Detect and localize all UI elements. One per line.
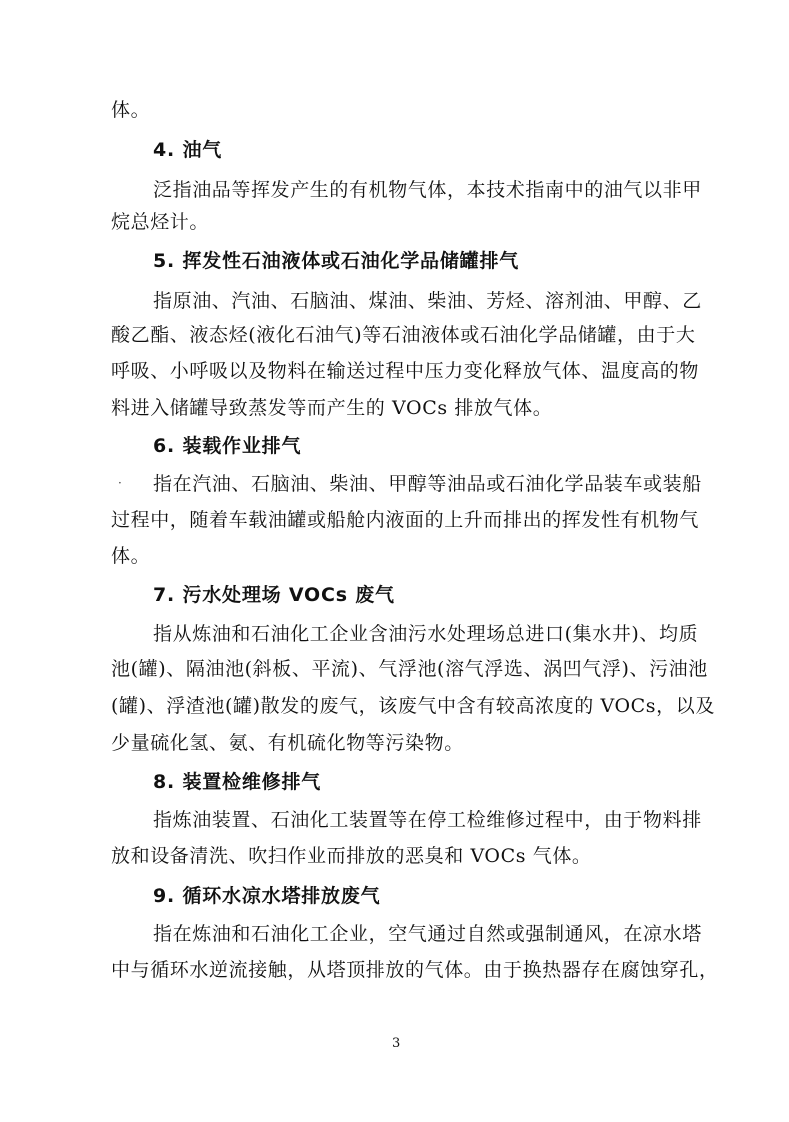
paragraph-5-line-1: 指原油、汽油、石脑油、煤油、柴油、芳烃、溶剂油、甲醇、乙: [153, 290, 702, 312]
paragraph-5-line-2: 酸乙酯、液态烃(液化石油气)等石油液体或石油化学品储罐，由于大: [111, 324, 696, 346]
section-heading-8: 8. 装置检维修排气: [153, 771, 322, 793]
section-heading-4: 4. 油气: [153, 139, 223, 161]
paragraph-5-line-3: 呼吸、小呼吸以及物料在输送过程中压力变化释放气体、温度高的物: [111, 360, 700, 382]
page-number: 3: [392, 1036, 401, 1051]
section-heading-5: 5. 挥发性石油液体或石油化学品储罐排气: [153, 250, 520, 272]
paragraph-7-line-4: 少量硫化氢、氨、有机硫化物等污染物。: [111, 732, 464, 754]
paragraph-7-line-3: (罐)、浮渣池(罐)散发的废气，该废气中含有较高浓度的 VOCs，以及: [111, 695, 715, 717]
paragraph-6-line-1: 指在汽油、石脑油、柴油、甲醇等油品或石油化学品装车或装船: [153, 473, 702, 495]
paragraph-9-line-2: 中与循环水逆流接触，从塔顶排放的气体。由于换热器存在腐蚀穿孔，: [111, 959, 719, 981]
paragraph-9-line-1: 指在炼油和石油化工企业，空气通过自然或强制通风，在凉水塔: [153, 923, 702, 945]
section-heading-7: 7. 污水处理场 VOCs 废气: [153, 584, 395, 606]
paragraph-7-line-1: 指从炼油和石油化工企业含油污水处理场总进口(集水井)、均质: [153, 623, 699, 645]
paragraph-4-line-2: 烷总烃计。: [111, 211, 210, 233]
section-heading-9: 9. 循环水凉水塔排放废气: [153, 885, 381, 907]
paragraph-5-line-4: 料进入储罐导致蒸发等而产生的 VOCs 排放气体。: [111, 397, 553, 419]
paragraph-8-line-2: 放和设备清洗、吹扫作业而排放的恶臭和 VOCs 气体。: [111, 845, 592, 867]
paragraph-4-line-1: 泛指油品等挥发产生的有机物气体，本技术指南中的油气以非甲: [153, 179, 702, 201]
continued-text-line: 体。: [111, 99, 151, 121]
paragraph-6-line-3: 体。: [111, 545, 151, 567]
section-heading-6: 6. 装载作业排气: [153, 435, 302, 457]
paragraph-8-line-1: 指炼油装置、石油化工装置等在停工检维修过程中，由于物料排: [153, 809, 702, 831]
scan-speck: ·: [118, 476, 122, 490]
paragraph-6-line-2: 过程中，随着车载油罐或船舱内液面的上升而排出的挥发性有机物气: [111, 509, 700, 531]
paragraph-7-line-2: 池(罐)、隔油池(斜板、平流)、气浮池(溶气浮选、涡凹气浮)、污油池: [111, 658, 708, 680]
